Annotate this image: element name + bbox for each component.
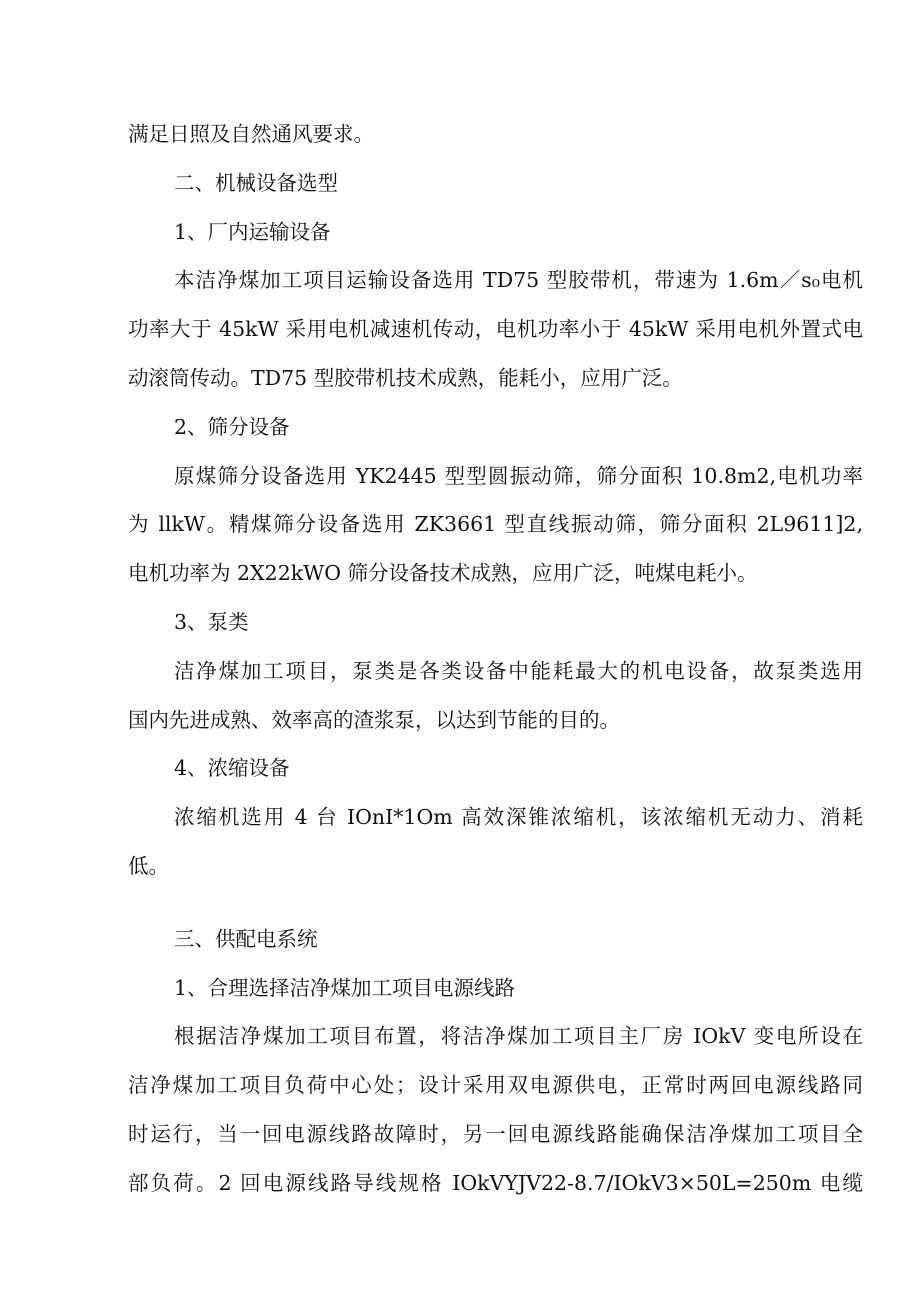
document-body (128, 110, 863, 1208)
paragraph-line: 动滚筒传动。TD75 型胶带机技术成熟，能耗小，应用广泛。 (128, 365, 683, 390)
paragraph-line: 满足日照及自然通风要求。 (128, 122, 374, 146)
subsection-heading: 1、厂内运输设备 (174, 219, 331, 244)
paragraph-line: 洁净煤加工项目负荷中心处；设计采用双电源供电，正常时两回电源线路同 (128, 1073, 863, 1098)
paragraph-line: 时运行，当一回电源线路故障时，另一回电源线路能确保洁净煤加工项目全 (128, 1121, 863, 1146)
paragraph-line: 电机功率为 2X22kWO 筛分设备技术成熟，应用广泛，吨煤电耗小。 (128, 561, 758, 586)
paragraph-line: 原煤筛分设备选用 YK2445 型型圆振动筛，筛分面积 10.8m2,电机功率 (174, 463, 863, 488)
subsection-heading: 2、筛分设备 (174, 414, 290, 439)
paragraph-line: 根据洁净煤加工项目布置，将洁净煤加工项目主厂房 IOkV 变电所设在 (174, 1024, 863, 1049)
section-heading: 三、供配电系统 (174, 926, 318, 951)
section-spacer (128, 891, 863, 915)
paragraph-line: 为 llkW。精煤筛分设备选用 ZK3661 型直线振动筛，筛分面积 2L9611]2, (128, 512, 863, 537)
paragraph-line: 低。 (128, 853, 169, 878)
paragraph-line: 洁净煤加工项目，泵类是各类设备中能耗最大的机电设备，故泵类选用 (174, 658, 863, 683)
subsection-heading: 3、泵类 (174, 609, 249, 634)
paragraph-line: 部负荷。2 回电源线路导线规格 IOkVYJV22-8.7/IOkV3×50L=250m 电缆 (128, 1170, 863, 1195)
paragraph-line: 浓缩机选用 4 台 IOnI*1Om 高效深锥浓缩机，该浓缩机无动力、消耗 (174, 805, 863, 830)
paragraph-line: 本洁净煤加工项目运输设备选用 TD75 型胶带机，带速为 1.6m／s₀电机 (174, 268, 863, 293)
subsection-heading: 1、合理选择洁净煤加工项目电源线路 (174, 975, 516, 1000)
paragraph-line: 国内先进成熟、效率高的渣浆泵，以达到节能的目的。 (128, 707, 620, 732)
paragraph-line: 功率大于 45kW 采用电机减速机传动，电机功率小于 45kW 采用电机外置式电 (128, 317, 863, 342)
subsection-heading: 4、浓缩设备 (174, 756, 290, 781)
section-heading: 二、机械设备选型 (174, 170, 338, 195)
